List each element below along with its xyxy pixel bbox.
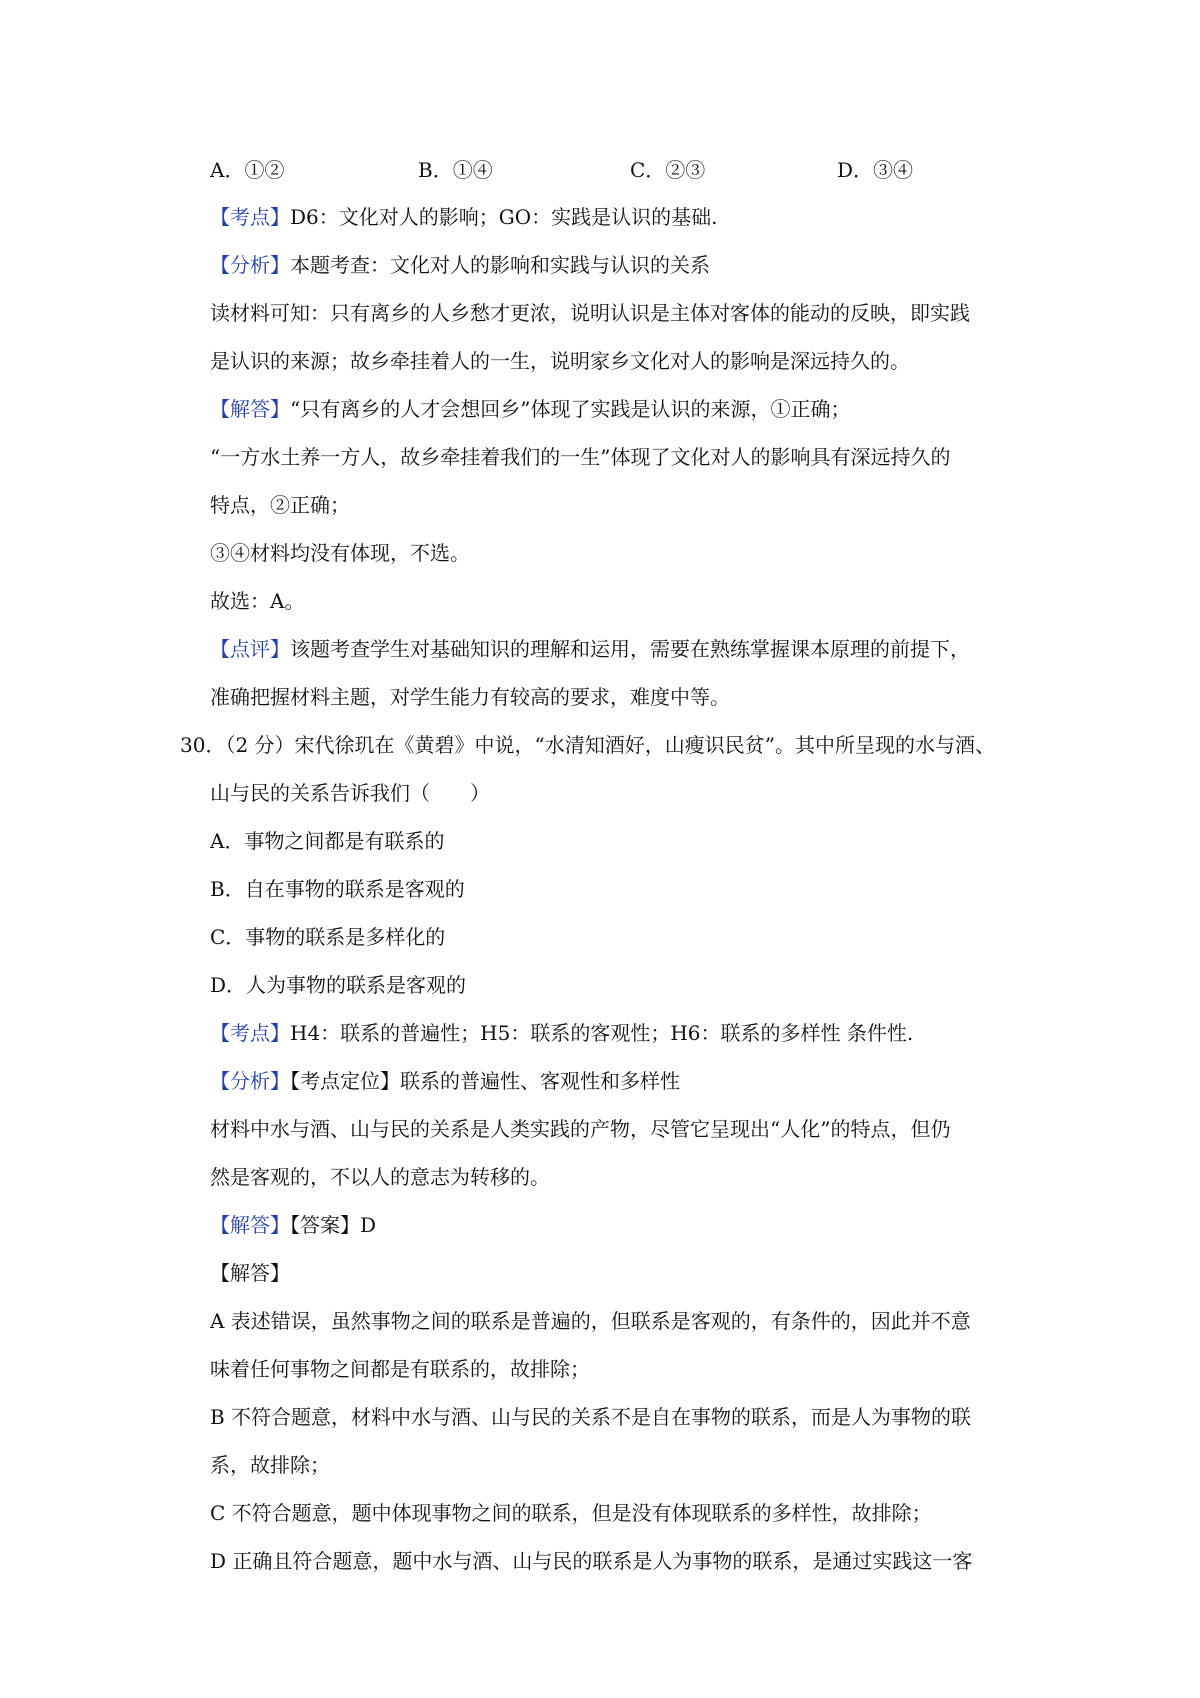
prev-jieda [210,395,850,423]
dianping-text: 该题考查学生对基础知识的理解和运用，需要在熟练掌握课本原理的前提下， [290,637,970,661]
q30-fenxi [210,1067,680,1095]
prev-jieda-line-1: “一方水土养一方人，故乡牵挂着我们的一生”体现了文化对人的影响具有深远持久的 [210,445,951,469]
q30-jieda-line-7: D 正确且符合题意，题中水与酒、山与民的联系是人为事物的联系，是通过实践这一客 [210,1549,973,1573]
q30-jieda-line-4: B 不符合题意，材料中水与酒、山与民的关系不是自在事物的联系，而是人为事物的联 [210,1405,972,1429]
q30-jieda [210,1211,376,1239]
prev-option-a: A．①② [210,158,285,182]
jieda-tag: 【解答】 [210,397,290,421]
prev-fenxi-line-2: 是认识的来源；故乡牵挂着人的一生，说明家乡文化对人的影响是深远持久的。 [210,349,910,373]
q30-stem-line-1: 30．（2 分）宋代徐玑在《黄碧》中说，“水清知酒好，山瘦识民贫”。其中所呈现的水与酒、 [180,733,995,757]
prev-dianping [210,635,970,663]
dianping-tag: 【点评】 [210,637,290,661]
fenxi-tag: 【分析】 [210,1069,290,1093]
q30-option-b: B．自在事物的联系是客观的 [210,877,465,901]
kaodian-tag: 【考点】 [210,205,290,229]
prev-option-c: C．②③ [630,158,706,182]
kaodian-text: D6：文化对人的影响；GO：实践是认识的基础. [290,205,718,229]
q30-jieda-line-1: 【解答】 [210,1261,290,1285]
prev-options-row [0,156,1200,184]
jieda-text: “只有离乡的人才会想回乡”体现了实践是认识的来源，①正确； [290,397,851,421]
prev-jieda-line-2: 特点，②正确； [210,493,350,517]
q30-option-d: D．人为事物的联系是客观的 [210,973,467,997]
q30-jieda-line-6: C 不符合题意，题中体现事物之间的联系，但是没有体现联系的多样性，故排除； [210,1501,932,1525]
q30-jieda-line-5: 系，故排除； [210,1453,330,1477]
q30-jieda-line-2: A 表述错误，虽然事物之间的联系是普遍的，但联系是客观的，有条件的，因此并不意 [210,1309,971,1333]
prev-jieda-line-4: 故选：A。 [210,589,305,613]
prev-dianping-line-1: 准确把握材料主题，对学生能力有较高的要求，难度中等。 [210,685,730,709]
prev-kaodian [210,203,718,231]
q30-option-a: A．事物之间都是有联系的 [210,829,445,853]
prev-option-d: D．③④ [837,158,914,182]
q30-fenxi-line-1: 材料中水与酒、山与民的关系是人类实践的产物，尽管它呈现出“人化”的特点，但仍 [210,1117,951,1141]
jieda-text: 【答案】D [290,1213,377,1237]
fenxi-text: 本题考查：文化对人的影响和实践与认识的关系 [290,253,710,277]
kaodian-text: H4：联系的普遍性；H5：联系的客观性；H6：联系的多样性 条件性. [290,1021,914,1045]
prev-jieda-line-3: ③④材料均没有体现，不选。 [210,541,470,565]
prev-option-b: B．①④ [418,158,493,182]
jieda-tag: 【解答】 [210,1213,290,1237]
q30-stem-line-2: 山与民的关系告诉我们（ ） [210,781,490,805]
prev-fenxi [210,251,710,279]
q30-jieda-line-3: 味着任何事物之间都是有联系的，故排除； [210,1357,590,1381]
q30-fenxi-line-2: 然是客观的，不以人的意志为转移的。 [210,1165,550,1189]
q30-kaodian [210,1019,913,1047]
fenxi-tag: 【分析】 [210,253,290,277]
fenxi-text: 【考点定位】联系的普遍性、客观性和多样性 [290,1069,680,1093]
prev-fenxi-line-1: 读材料可知：只有离乡的人乡愁才更浓，说明认识是主体对客体的能动的反映，即实践 [210,301,970,325]
q30-option-c: C．事物的联系是多样化的 [210,925,446,949]
kaodian-tag: 【考点】 [210,1021,290,1045]
